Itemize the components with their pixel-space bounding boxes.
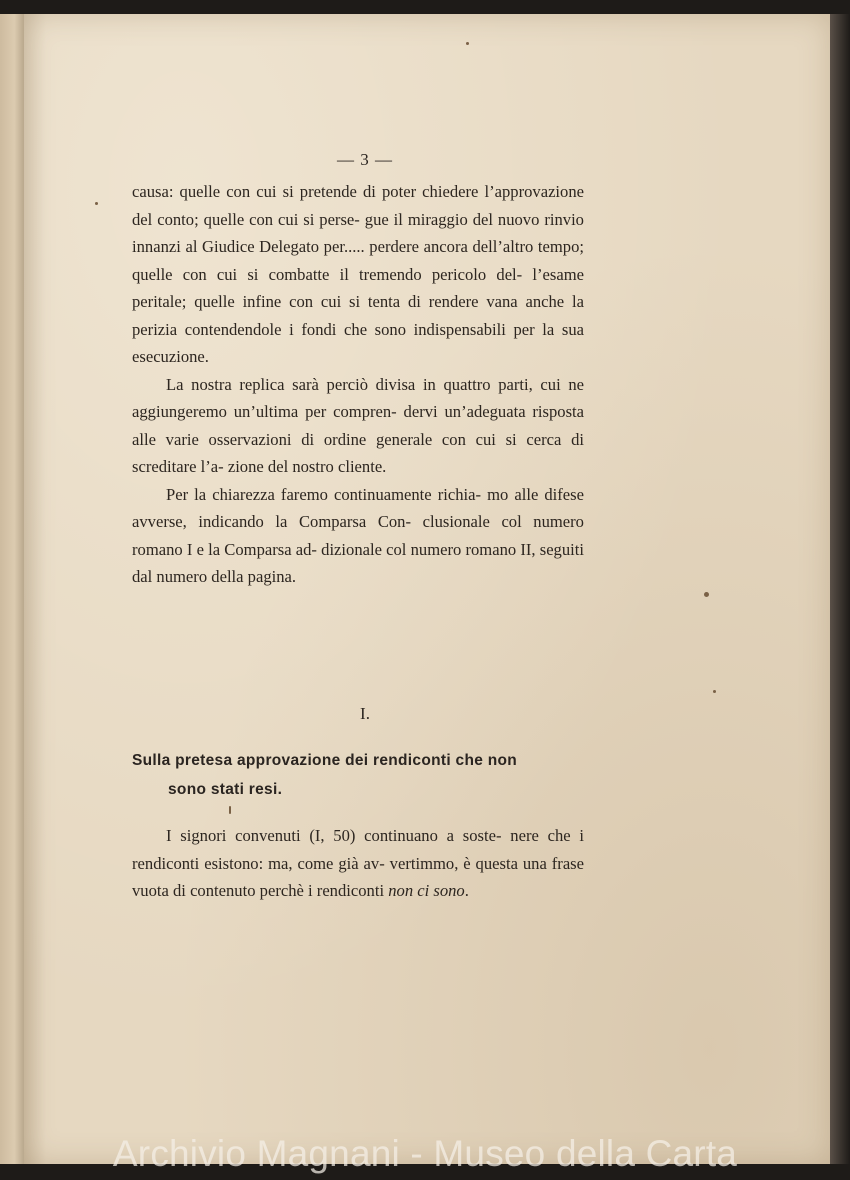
paper-speck <box>229 806 231 814</box>
line: clusionale col numero romano I e la Comparsa ad- <box>132 512 584 559</box>
italic-phrase: non ci sono <box>388 881 465 900</box>
line: perchè i rendiconti <box>259 881 389 900</box>
section-paragraph <box>132 822 584 905</box>
line: di ordine generale con cui si cerca di screditare l’a- <box>132 429 584 476</box>
page-number: — 3 — <box>337 150 393 169</box>
line: l’esame peritale; quelle infine con cui si tenta di <box>132 264 584 311</box>
line: Per la chiarezza faremo continuamente richia- <box>166 484 482 504</box>
line: rendere vana anche la perizia contendendole i fondi <box>132 292 584 339</box>
line: vertimmo, è questa una frase vuota di contenuto <box>132 853 585 900</box>
paper-speck <box>95 202 98 205</box>
line: causa: quelle con cui si pretende di poter chiedere <box>132 182 479 201</box>
archive-watermark: Archivio Magnani - Museo della Carta <box>112 1133 738 1174</box>
line: della pagina. <box>211 567 297 586</box>
heading-line: sono stati resi. <box>168 781 283 798</box>
paper-speck <box>713 690 716 693</box>
line: mo alle difese avverse, indicando la Comparsa Con- <box>132 484 584 531</box>
line-end: . <box>464 881 469 900</box>
heading-line: Sulla pretesa approvazione dei rendiconti che non <box>132 752 518 769</box>
left-page-edge <box>0 14 25 1164</box>
line: I signori convenuti (I, 50) continuano a soste- <box>166 826 502 845</box>
line: l’approvazione del conto; quelle con cui si perse- <box>132 182 584 229</box>
line: Delegato per..... perdere ancora dell’altro tempo; <box>259 237 584 256</box>
line: nere che i rendiconti esistono: ma, come già av- <box>132 826 584 873</box>
binding-shadow <box>830 14 850 1164</box>
section-heading <box>132 746 584 804</box>
paper-speck <box>704 592 709 597</box>
body-text <box>132 178 584 591</box>
line: dizionale col numero romano II, seguiti dal numero <box>132 539 584 586</box>
line: parti, cui ne aggiungeremo un’ultima per compren- <box>132 374 585 421</box>
paragraph-1 <box>132 178 584 371</box>
section-numeral: I. <box>360 704 370 723</box>
paragraph-3 <box>132 481 584 591</box>
line: gue il miraggio del nuovo rinvio innanzi al Giudice <box>132 209 584 256</box>
line: zione del nostro cliente. <box>227 457 387 476</box>
line: La nostra replica sarà perciò divisa in quattro <box>166 374 491 394</box>
section-body <box>132 822 584 905</box>
paper-speck <box>466 42 469 45</box>
line: dervi un’adeguata risposta alle varie osservazioni <box>132 402 585 449</box>
paragraph-2 <box>132 371 584 481</box>
line: che sono indispensabili per la sua esecuzione. <box>132 319 584 366</box>
line: quelle con cui si combatte il tremendo pericolo del- <box>132 264 523 284</box>
